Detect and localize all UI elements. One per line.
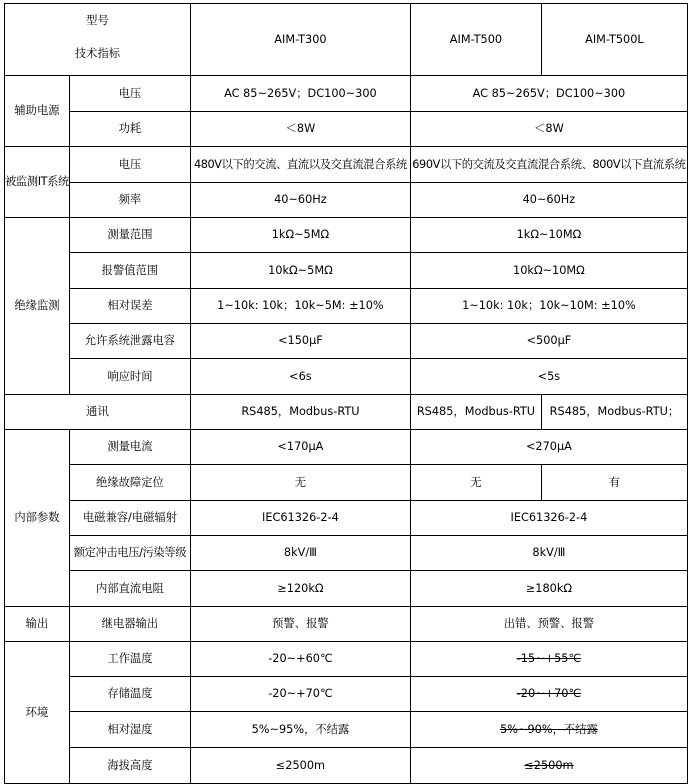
table-row (5, 218, 688, 253)
model-label: 型号 (86, 14, 109, 27)
spec-table (4, 3, 688, 784)
row-label: 相对误差 (69, 289, 190, 324)
cell-t300: 10kΩ~5MΩ (190, 253, 410, 289)
cell-t300: 5%~95%，不结露 (190, 712, 410, 748)
cell-t500: RS485，Modbus-RTU (410, 395, 541, 430)
table-row (5, 571, 688, 607)
row-label: 电压 (69, 147, 190, 183)
cell-t300: AC 85~265V；DC100~300 (190, 76, 410, 112)
spec-header-cell (5, 4, 191, 76)
cell-t500: AC 85~265V；DC100~300 (410, 76, 687, 112)
cell-t300: 1kΩ~5MΩ (190, 218, 410, 253)
cell-t500: ≥180kΩ (410, 571, 687, 607)
table-row (5, 748, 688, 784)
row-label: 存储温度 (69, 677, 190, 712)
group-monitored-it: 被监测IT系统 (5, 147, 70, 218)
cell-t500: ＜8W (410, 112, 687, 147)
cell-t500: 40~60Hz (410, 183, 687, 218)
struck-value: -15~+55℃ (516, 652, 582, 666)
row-label: 额定冲击电压/污染等级 (69, 536, 190, 571)
table-row (5, 359, 688, 395)
table-row (5, 147, 688, 183)
row-label: 相对湿度 (69, 712, 190, 748)
table-row (5, 712, 688, 748)
cell-t300: ＜8W (190, 112, 410, 147)
row-label: 测量范围 (69, 218, 190, 253)
table-row (5, 76, 688, 112)
cell-t300: IEC61326-2-4 (190, 501, 410, 536)
row-label: 测量电流 (69, 430, 190, 465)
table-row (5, 395, 688, 430)
cell-t300: 40~60Hz (190, 183, 410, 218)
row-label: 电压 (69, 76, 190, 112)
model-t500: AIM-T500 (410, 4, 541, 76)
cell-t500 (410, 642, 687, 677)
cell-t500: 1~10k: 10k；10k~10M: ±10% (410, 289, 687, 324)
cell-t500 (410, 748, 687, 784)
struck-value: ≤2500m (524, 758, 574, 772)
row-label: 电磁兼容/电磁辐射 (69, 501, 190, 536)
table-row (5, 536, 688, 571)
table-row (5, 607, 688, 642)
table-row (5, 677, 688, 712)
cell-t500: 出错、预警、报警 (410, 607, 687, 642)
table-row (5, 465, 688, 501)
cell-t300: 8kV/Ⅲ (190, 536, 410, 571)
group-output: 输出 (5, 607, 70, 642)
row-label: 绝缘故障定位 (69, 465, 190, 501)
cell-t300: ≥120kΩ (190, 571, 410, 607)
struck-value: -20~+70℃ (516, 687, 582, 701)
cell-t300: 1~10k: 10k；10k~5M: ±10% (190, 289, 410, 324)
cell-t300: <6s (190, 359, 410, 395)
cell-t500: IEC61326-2-4 (410, 501, 687, 536)
group-environment: 环境 (5, 642, 70, 784)
model-t300: AIM-T300 (190, 4, 410, 76)
table-row (5, 112, 688, 147)
row-label: 允许系统泄露电容 (69, 324, 190, 359)
cell-t500: <500μF (410, 324, 687, 359)
group-internal: 内部参数 (5, 430, 70, 607)
cell-t500: 无 (410, 465, 541, 501)
cell-t500l: 有 (541, 465, 687, 501)
cell-t300: -20~+70℃ (190, 677, 410, 712)
row-label: 继电器输出 (69, 607, 190, 642)
cell-t300: 无 (190, 465, 410, 501)
table-row (5, 289, 688, 324)
cell-t500: <270μA (410, 430, 687, 465)
cell-t500 (410, 677, 687, 712)
cell-t500: <5s (410, 359, 687, 395)
row-label: 功耗 (69, 112, 190, 147)
cell-t300: 预警、报警 (190, 607, 410, 642)
row-label: 工作温度 (69, 642, 190, 677)
cell-t300: RS485，Modbus-RTU (190, 395, 410, 430)
cell-t500: 690V以下的交流及交直流混合系统、800V以下直流系统 (410, 147, 687, 183)
table-row (5, 430, 688, 465)
row-label: 频率 (69, 183, 190, 218)
table-row (5, 324, 688, 359)
cell-t500: 8kV/Ⅲ (410, 536, 687, 571)
row-label: 海拔高度 (69, 748, 190, 784)
table-row (5, 501, 688, 536)
cell-t300: <150μF (190, 324, 410, 359)
struck-value: 5%~90%，不结露 (500, 722, 598, 736)
table-row (5, 642, 688, 677)
cell-t500 (410, 712, 687, 748)
cell-t500l: RS485，Modbus-RTU； (541, 395, 687, 430)
cell-t300: ≤2500m (190, 748, 410, 784)
header-row (5, 4, 688, 76)
table-row (5, 183, 688, 218)
row-label: 响应时间 (69, 359, 190, 395)
group-aux-power: 辅助电源 (5, 76, 70, 147)
table-row (5, 253, 688, 289)
cell-t500: 10kΩ~10MΩ (410, 253, 687, 289)
row-label: 内部直流电阻 (69, 571, 190, 607)
row-label: 报警值范围 (69, 253, 190, 289)
row-label-comm: 通讯 (5, 395, 191, 430)
cell-t300: 480V以下的交流、直流以及交直流混合系统 (190, 147, 410, 183)
cell-t300: -20~+60℃ (190, 642, 410, 677)
cell-t500: 1kΩ~10MΩ (410, 218, 687, 253)
cell-t300: <170μA (190, 430, 410, 465)
group-insulation: 绝缘监测 (5, 218, 70, 395)
spec-label: 技术指标 (74, 47, 121, 60)
model-t500l: AIM-T500L (541, 4, 687, 76)
